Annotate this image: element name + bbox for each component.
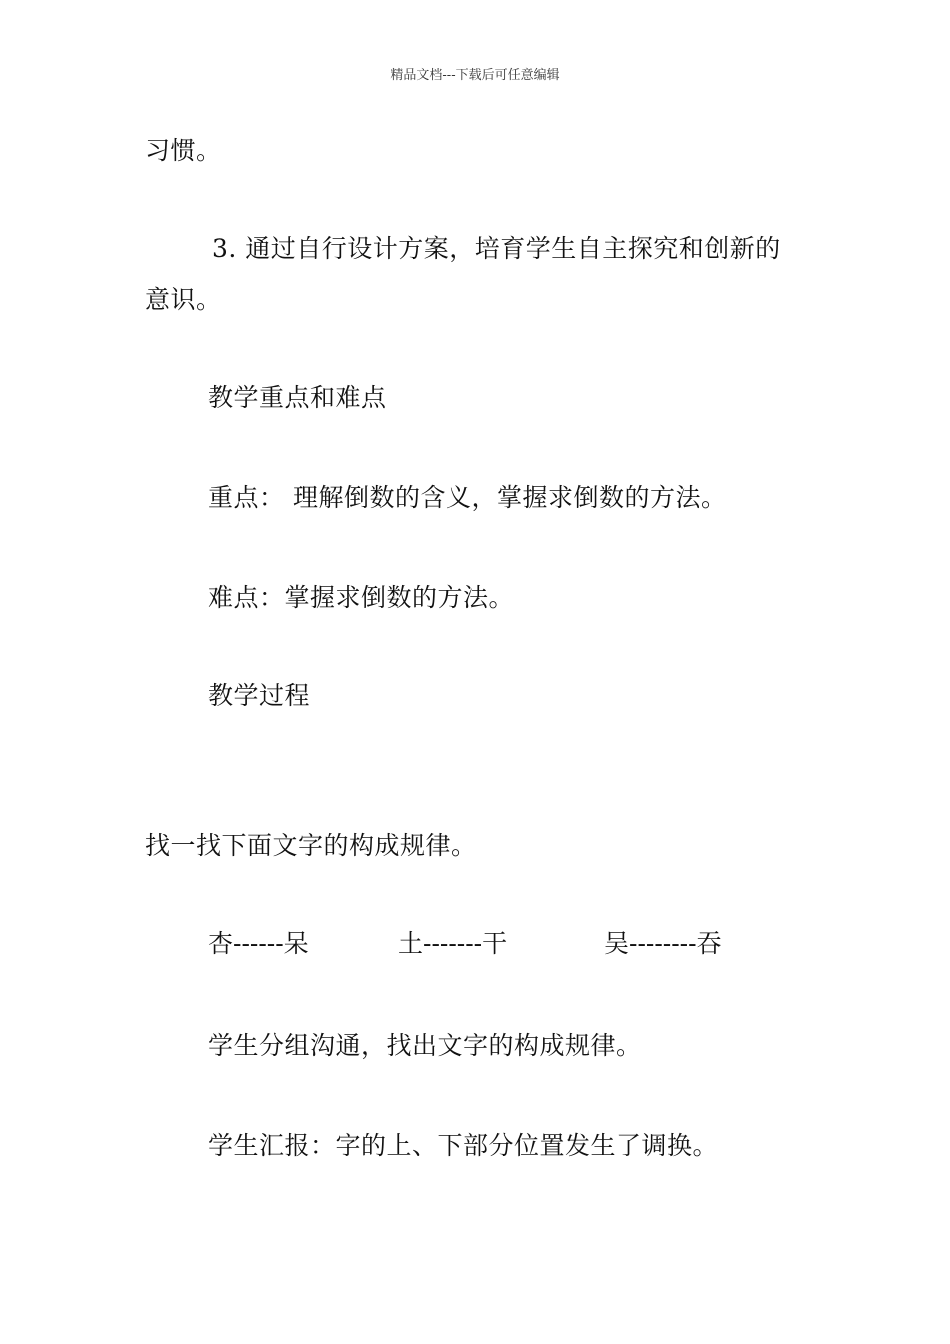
section-heading-process: 教学过程 <box>208 681 311 710</box>
text-line-key-point: 重点： 理解倒数的含义，掌握求倒数的方法。 <box>208 483 727 512</box>
text-line-awareness: 意识。 <box>145 285 222 314</box>
character-pair-1: 杏------呆 <box>208 929 309 958</box>
section-heading-key-points: 教学重点和难点 <box>208 383 387 412</box>
text-line-habit: 习惯。 <box>145 136 222 165</box>
text-line-find-pattern: 找一找下面文字的构成规律。 <box>145 831 477 860</box>
text-line-objective-3: 3. 通过自行设计方案，培育学生自主探究和创新的 <box>212 234 781 263</box>
text-line-difficulty: 难点：掌握求倒数的方法。 <box>208 583 515 612</box>
character-pair-3: 吴--------吞 <box>604 929 722 958</box>
page-header: 精品文档---下载后可任意编辑 <box>390 68 560 83</box>
character-pair-2: 土-------干 <box>398 929 508 958</box>
text-line-student-report: 学生汇报：字的上、下部分位置发生了调换。 <box>208 1131 719 1160</box>
text-line-group-discussion: 学生分组沟通，找出文字的构成规律。 <box>208 1031 642 1060</box>
